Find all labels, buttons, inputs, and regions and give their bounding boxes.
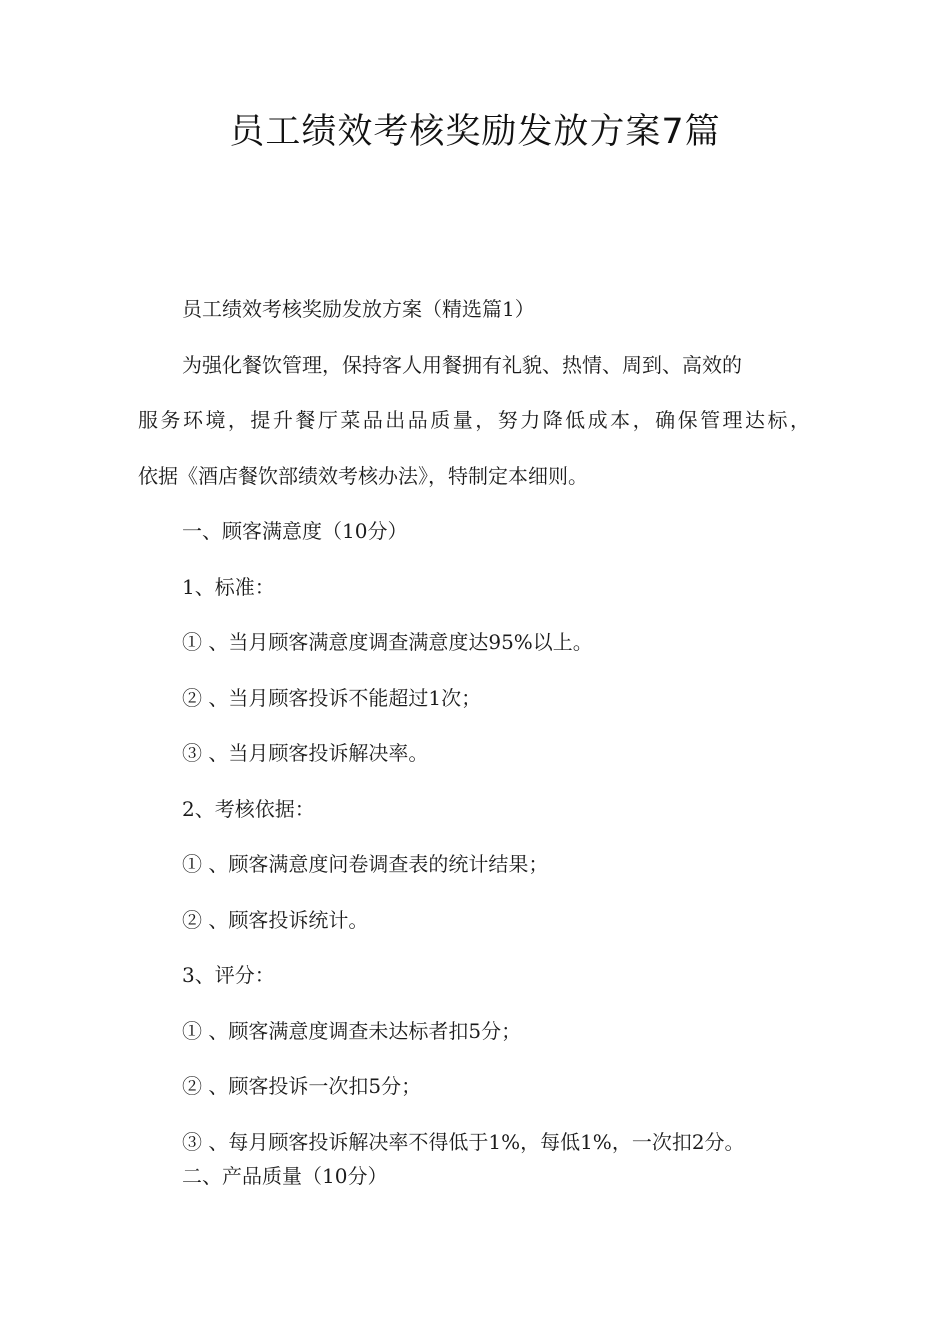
part2-heading: 二、产品质量（10分） (182, 1164, 388, 1188)
scoring-item-2: ② 、顾客投诉一次扣5分； (182, 1074, 422, 1098)
intro-line-2: 服务环境，提升餐厅菜品出品质量，努力降低成本，确保管理达标， (138, 408, 810, 432)
standard-heading: 1、标准： (182, 575, 275, 599)
scoring-heading: 3、评分： (182, 963, 275, 987)
scoring-item-1: ① 、顾客满意度调查未达标者扣5分； (182, 1019, 522, 1043)
basis-item-2: ② 、顾客投诉统计。 (182, 908, 369, 932)
scoring-item-3: ③ 、每月顾客投诉解决率不得低于1%，每低1%，一次扣2分。 (182, 1130, 745, 1154)
document-title: 员工绩效考核奖励发放方案7篇 (229, 112, 721, 152)
part1-heading: 一、顾客满意度（10分） (182, 519, 408, 543)
intro-line-3: 依据《酒店餐饮部绩效考核办法》，特制定本细则。 (138, 464, 588, 488)
section-heading: 员工绩效考核奖励发放方案（精选篇1） (182, 297, 535, 321)
intro-line-1: 为强化餐饮管理，保持客人用餐拥有礼貌、热情、周到、高效的 (182, 353, 742, 377)
basis-item-1: ① 、顾客满意度问卷调查表的统计结果； (182, 852, 549, 876)
standard-item-2: ② 、当月顾客投诉不能超过1次； (182, 686, 482, 710)
standard-item-1: ① 、当月顾客满意度调查满意度达95%以上。 (182, 630, 593, 654)
standard-item-3: ③ 、当月顾客投诉解决率。 (182, 741, 429, 765)
basis-heading: 2、考核依据： (182, 797, 315, 821)
